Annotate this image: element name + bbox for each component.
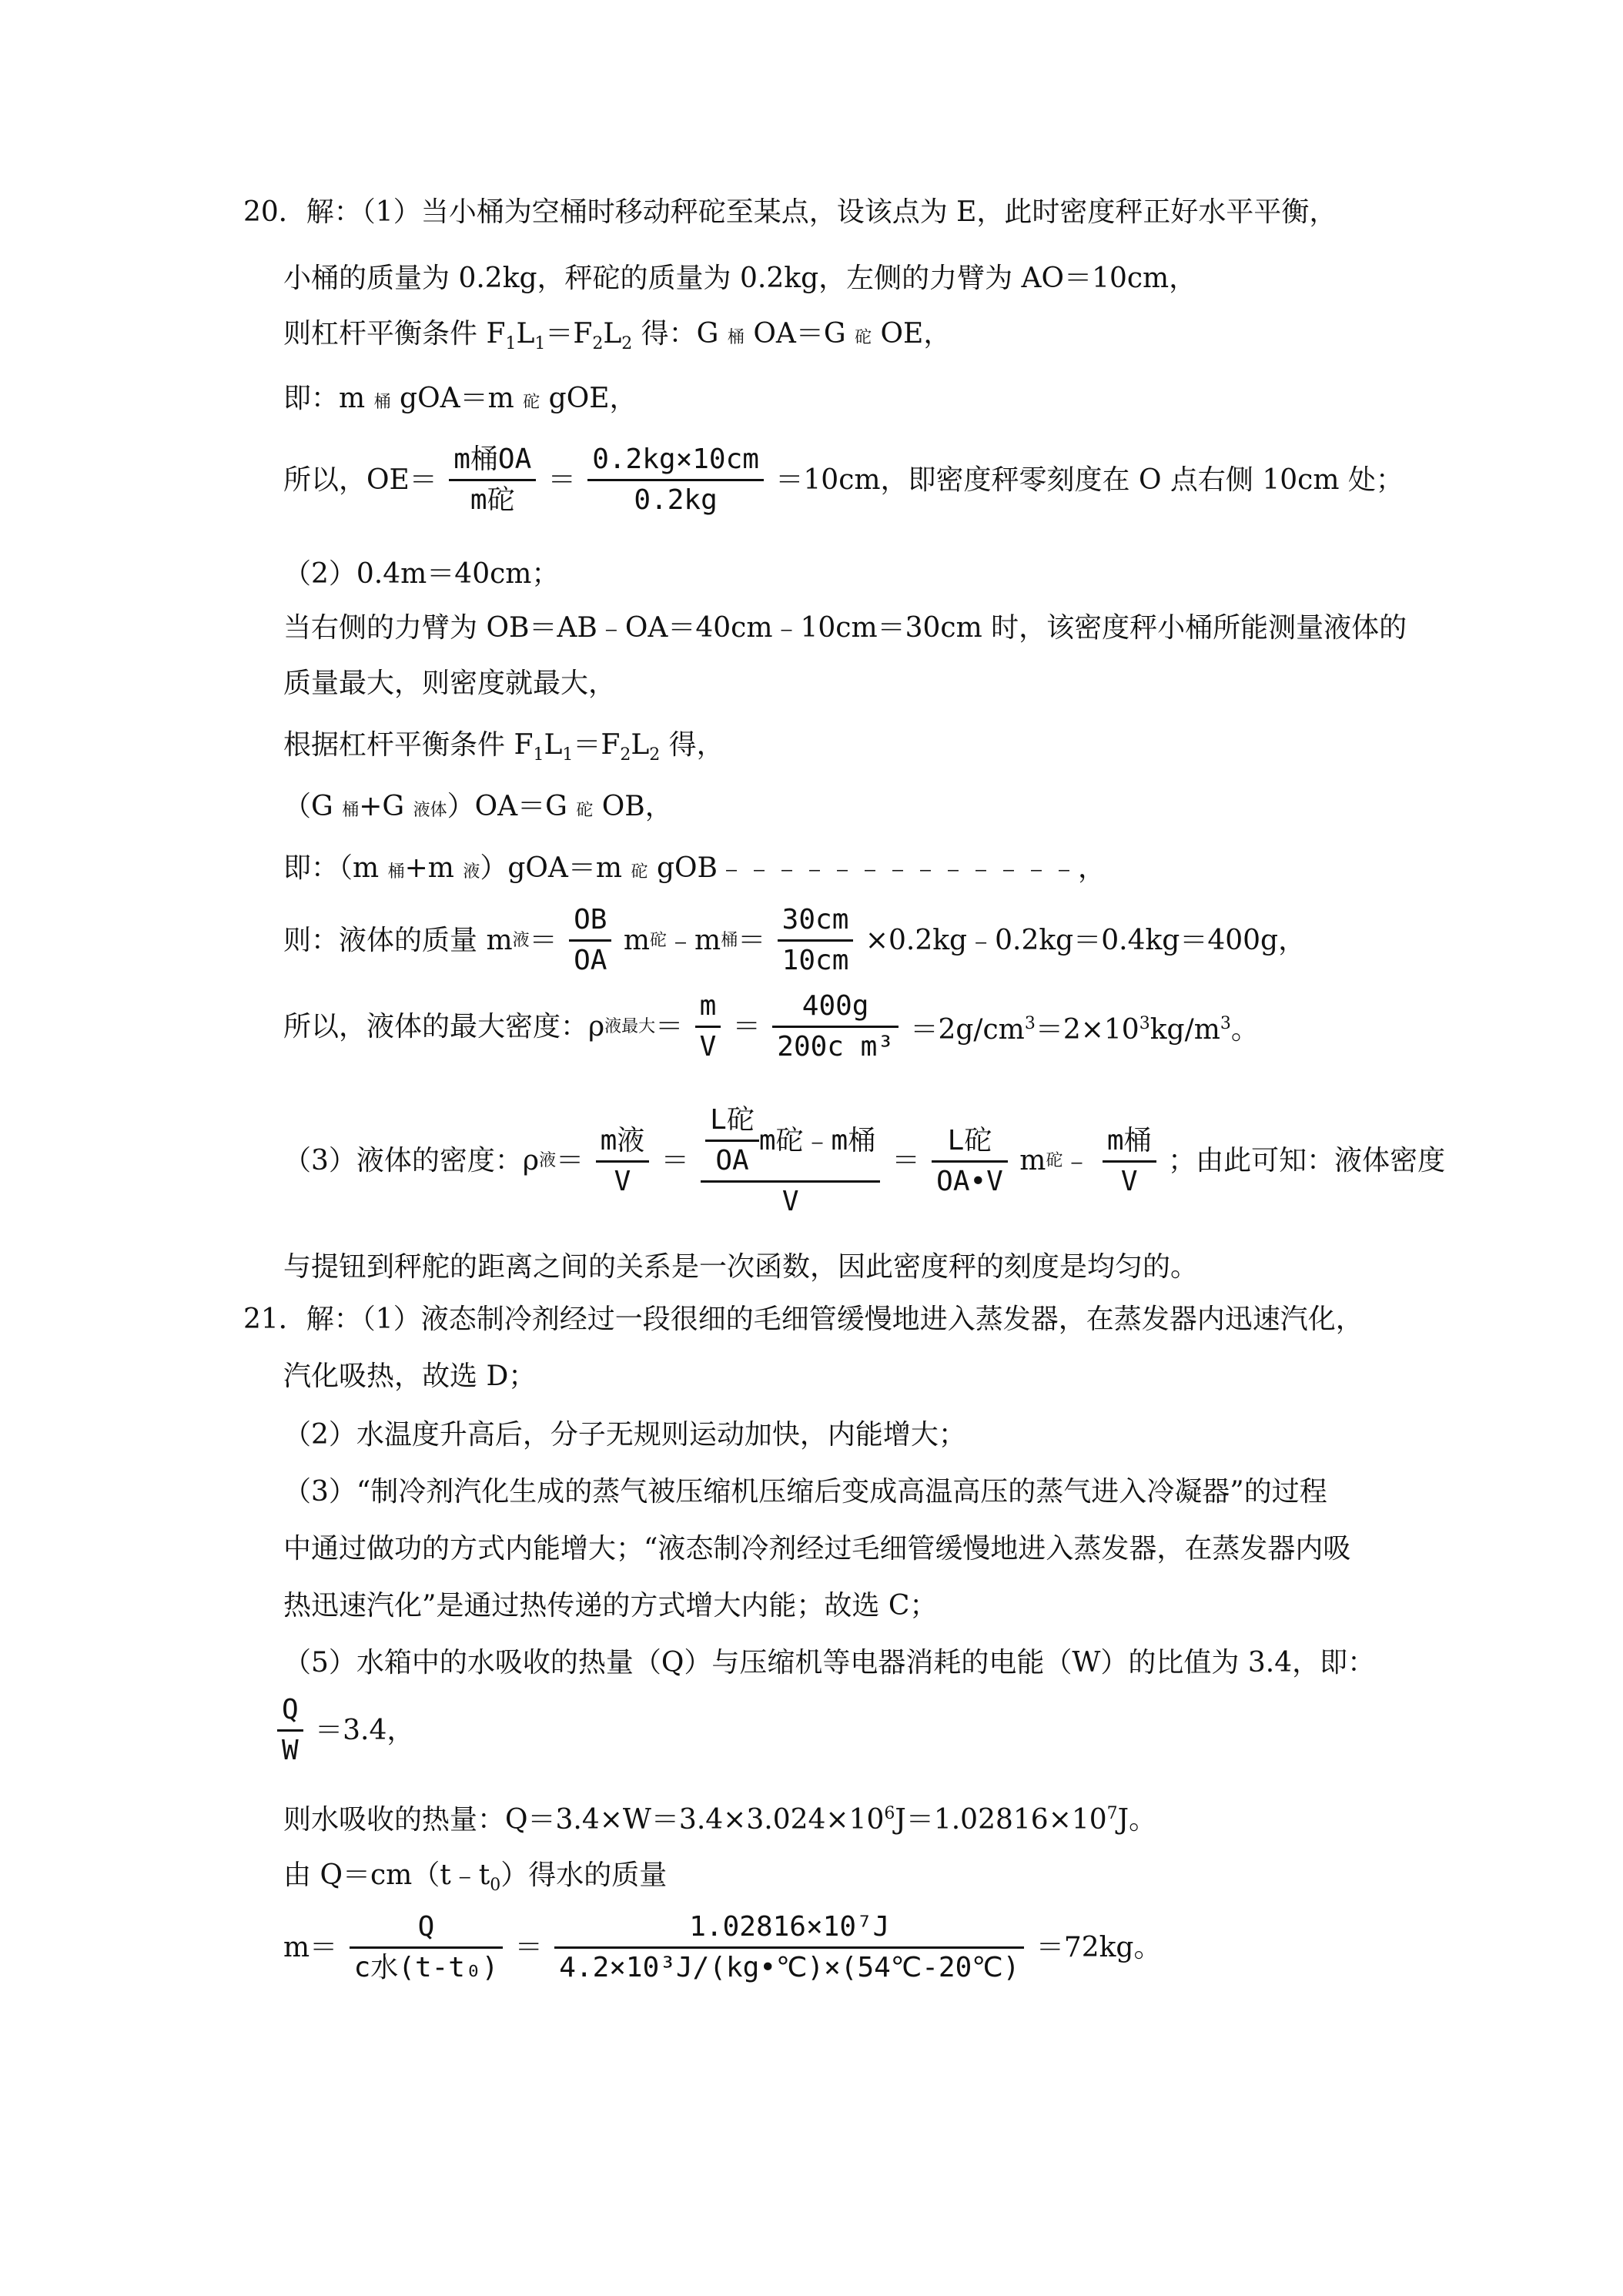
fraction-q-w: $\frac{Q}{W}$ — [277, 1691, 303, 1770]
q21-line-1: 21．解：（1）液态制冷剂经过一段很细的毛细管缓慢地进入蒸发器，在蒸发器内迅速汽化， — [243, 1304, 1364, 1335]
q20-line-9: 根据杠杆平衡条件 $F_1L_1=F_2L_2$ 得， — [283, 729, 724, 765]
fraction-ob-oa: $\frac{OB}{OA}$ — [569, 901, 611, 980]
fraction-mbucket-v: $\frac{\text{m桶}}{V}$ — [1103, 1122, 1156, 1201]
q21-line-11: m＝ $\frac{Q}{\text{c水(t-t₀)}}$ ＝ $\frac{\text{1.02816×10⁷J}}{\text{4.2×10³J/(kg•℃)×(54℃-20℃)}}$ ＝72kg。 — [283, 1908, 1161, 1987]
q20-line-5: 所以，OE＝ $\frac{\text{m桶OA}}{\text{m砣}}$ ＝ $\frac{0.2kg\times 10cm}{0.2kg}$ ＝10cm，即密度秤零刻度在 O 点右侧 10cm 处； — [283, 440, 1404, 520]
fraction-final: $\frac{\text{1.02816×10⁷J}}{\text{4.2×10³J/(kg•℃)×(54℃-20℃)}}$ — [554, 1908, 1024, 1987]
q20-line-2: 小桶的质量为 0.2kg，秤砣的质量为 0.2kg，左侧的力臂为 AO＝10cm， — [283, 263, 1197, 294]
q20-line-10: （G 桶+G 液体）OA＝G 砣 OB， — [283, 791, 673, 822]
fraction-400-200: $\frac{400g}{\text{200c m³}}$ — [772, 987, 899, 1066]
fraction-30-10: $\frac{30cm}{10cm}$ — [778, 901, 854, 980]
fraction-oe-value: $\frac{0.2kg\times 10cm}{0.2kg}$ — [587, 440, 764, 520]
fraction-compound: $\frac{\text{L砣}}{OA}$ m砣﹣m桶 V — [701, 1101, 880, 1221]
fraction-mliquid-v: $\frac{\text{m液}}{V}$ — [596, 1122, 650, 1201]
fraction-l-oav: $\frac{\text{L砣}}{OA•V}$ — [932, 1122, 1008, 1201]
q21-line-6: 热迅速汽化”是通过热传递的方式增大内能；故选 C； — [283, 1590, 938, 1622]
q21-line-8: $\frac{Q}{W}$ ＝3.4， — [277, 1691, 414, 1770]
q20-line-8: 质量最大，则密度就最大， — [283, 668, 617, 699]
q20-line-1: 20．解：（1）当小桶为空桶时移动秤砣至某点，设该点为 E，此时密度秤正好水平平衡， — [243, 196, 1337, 228]
q20-line-11: 即：（m 桶+m 液）gOA＝m 砣 gOB﹣﹣﹣﹣﹣﹣﹣﹣﹣﹣﹣﹣﹣， — [283, 852, 1106, 884]
q21-line-7: （5）水箱中的水吸收的热量（Q）与压缩机等电器消耗的电能（W）的比值为 3.4，即： — [283, 1647, 1376, 1678]
q20-line-7: 当右侧的力臂为 OB＝AB﹣OA＝40cm﹣10cm＝30cm 时，该密度秤小桶所能测量液体的 — [283, 612, 1407, 644]
q21-line-5: 中通过做功的方式内能增大；“液态制冷剂经过毛细管缓慢地进入蒸发器，在蒸发器内吸 — [283, 1533, 1351, 1565]
q20-line-6: （2）0.4m＝40cm； — [283, 558, 560, 590]
q21-line-3: （2）水温度升高后，分子无规则运动加快，内能增大； — [283, 1419, 966, 1451]
q20-line-3: 则杠杆平衡条件 $F_1L_1=F_2L_2$ 得：G 桶 OA＝G 砣 OE， — [283, 318, 952, 354]
fraction-q-ct: $\frac{Q}{\text{c水(t-t₀)}}$ — [350, 1908, 504, 1987]
q21-line-4: （3）“制冷剂汽化生成的蒸气被压缩机压缩后变成高温高压的蒸气进入冷凝器”的过程 — [283, 1476, 1327, 1508]
q21-line-9: 则水吸收的热量：$Q=3.4\times W=3.4\times 3.024\times 10^6J=1.02816\times 10^7J$。 — [283, 1804, 1157, 1836]
q21-line-10: 由 $Q=cm(t﹣t_0)$得水的质量 — [283, 1859, 668, 1896]
q21-line-2: 汽化吸热，故选 D； — [283, 1361, 537, 1392]
q20-line-4: 即：m 桶 gOA＝m 砣 gOE， — [283, 383, 637, 414]
q20-line-14: （3）液体的密度：ρ液＝ $\frac{\text{m液}}{V}$ ＝ $\frac{\text{L砣}}{OA}$ m砣﹣m桶 V ＝ $\frac{\text{L砣}}{OA•V}$ m砣﹣ $\frac{\text{m桶}}{V}$ ；由此可知：液体密度 — [283, 1101, 1445, 1221]
q20-line-15: 与提钮到秤舵的距离之间的关系是一次函数，因此密度秤的刻度是均匀的。 — [283, 1251, 1199, 1283]
fraction-m-v: $\frac{m}{V}$ — [695, 987, 721, 1066]
q20-line-13: 所以，液体的最大密度：ρ液最大＝ $\frac{m}{V}$ ＝ $\frac{400g}{\text{200c m³}}$ $=2g/cm^3=2\times 10^3kg/m^3$。 — [283, 987, 1259, 1066]
fraction-oe: $\frac{\text{m桶OA}}{\text{m砣}}$ — [449, 440, 536, 520]
q20-line-12: 则：液体的质量 m液＝ $\frac{OB}{OA}$ m砣﹣m桶＝ $\frac{30cm}{10cm}$ ×0.2kg﹣0.2kg＝0.4kg＝400g， — [283, 901, 1306, 980]
